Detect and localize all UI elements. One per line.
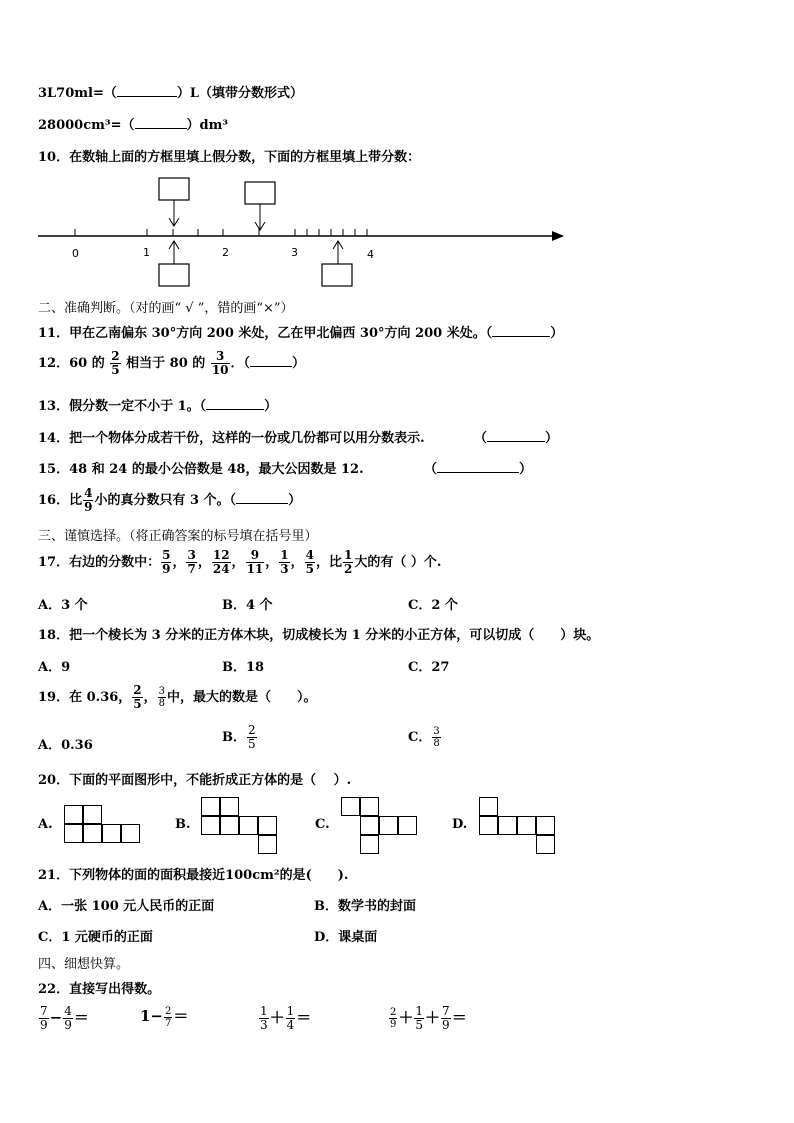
expression-4: $\frac{2}{9}$ ＋ $\frac{1}{5}$ ＋ $\frac{7}{9}$ ＝ xyxy=(390,1004,467,1032)
fraction: $\frac{2}{5}$ xyxy=(133,683,142,711)
fraction: $\frac{3}{8}$ xyxy=(433,726,440,749)
fraction: $\frac{9}{11}$ xyxy=(246,548,264,576)
option-c[interactable]: C．2 个 xyxy=(408,598,458,613)
option-c[interactable]: C. xyxy=(315,817,330,832)
question-11-text: 11．甲在乙南偏东 30°方向 200 米处，乙在甲北偏西 30°方向 200 米处。（ xyxy=(38,326,493,341)
question-12-middle: 相当于 80 的 xyxy=(126,356,206,371)
fraction: $\frac{7}{9}$ xyxy=(442,1004,450,1032)
answer-box-top-1[interactable] xyxy=(159,178,189,200)
conversion-volume-text: 28000cm³=（ xyxy=(38,118,135,133)
fraction: $\frac{3}{10}$ xyxy=(211,349,229,377)
question-12-prefix: 12．60 的 xyxy=(38,356,105,371)
tick-label-1: 1 xyxy=(143,246,150,259)
fraction: $\frac{1}{4}$ xyxy=(286,1004,295,1032)
question-15-text: 15．48 和 24 的最小公倍数是 48，最大公因数是 12. xyxy=(38,462,364,477)
number-line xyxy=(36,170,576,290)
number-line-ticks xyxy=(75,229,367,236)
fraction: $\frac{2}{7}$ xyxy=(165,1005,172,1029)
tick-label-3: 3 xyxy=(291,246,298,259)
expression-1: $\frac{7}{9}$ − $\frac{4}{9}$ ＝ xyxy=(40,1004,89,1032)
answer-blank[interactable] xyxy=(135,128,187,129)
option-a[interactable]: A．3 个 xyxy=(38,598,88,613)
answer-box-bottom-2[interactable] xyxy=(322,264,352,286)
fraction: $\frac{1}{5}$ xyxy=(415,1004,424,1032)
option-b[interactable]: B．18 xyxy=(222,660,265,675)
answer-blank[interactable] xyxy=(492,336,550,337)
question-19: 19．在 0.36， $\frac{2}{5}$ ， $\frac{3}{8}$ 中，最大的数是（ ）。 xyxy=(38,683,317,711)
answer-blank[interactable] xyxy=(437,472,519,473)
fraction: $\frac{3}{8}$ xyxy=(158,686,166,709)
question-13-close: ） xyxy=(264,399,278,414)
tick-label-4: 4 xyxy=(367,248,374,261)
option-b[interactable]: B. xyxy=(175,817,191,832)
question-14-answer: （ ） xyxy=(474,431,559,446)
option-c[interactable]: C．27 xyxy=(408,660,450,675)
question-22: 22．直接写出得数。 xyxy=(38,982,161,997)
option-b[interactable]: B． $\frac{2}{5}$ xyxy=(222,723,256,751)
question-15 xyxy=(38,458,364,477)
question-17: 17．右边的分数中： $\frac{5}{9}$ ， $\frac{3}{7}$ ， $\frac{12}{24}$ ， $\frac{9}{11}$ ， $\frac{1}{3}$ ， $\frac{4}{5}$ ，比 $\frac{1}{2}$ 大的有（ ）个. xyxy=(38,548,442,576)
question-11-close: ） xyxy=(550,326,564,341)
question-13-text: 13．假分数一定不小于 1。（ xyxy=(38,399,207,414)
option-a[interactable]: A．一张 100 元人民币的正面 xyxy=(38,899,215,914)
question-21: 21．下列物体的面的面积最接近100cm²的是( ). xyxy=(38,868,349,883)
conversion-liters-suffix: ）L（填带分数形式） xyxy=(176,86,304,101)
question-16: 16．比 $\frac{4}{9}$ 小的真分数只有 3 个。（ ） xyxy=(38,486,302,514)
fraction: $\frac{5}{9}$ xyxy=(162,548,171,576)
option-b[interactable]: B．4 个 xyxy=(222,598,273,613)
conversion-volume-suffix: ）dm³ xyxy=(186,118,229,133)
option-c[interactable]: C． $\frac{3}{8}$ xyxy=(408,726,440,749)
option-d[interactable]: D．课桌面 xyxy=(314,930,378,945)
fraction: $\frac{4}{5}$ xyxy=(305,548,315,576)
fraction: $\frac{2}{5}$ xyxy=(248,723,256,751)
question-10: 10．在数轴上面的方框里填上假分数，下面的方框里填上带分数： xyxy=(38,150,421,165)
question-11 xyxy=(38,322,563,341)
question-12-suffix: ．（ xyxy=(230,356,251,371)
option-d[interactable]: D. xyxy=(452,817,468,832)
option-a[interactable]: A．9 xyxy=(38,660,71,675)
section-2-heading: 二、准确判断。（对的画“ √ ”，错的画“×”） xyxy=(38,301,294,316)
answer-blank[interactable] xyxy=(117,96,177,97)
fraction: $\frac{7}{9}$ xyxy=(40,1004,48,1032)
fraction: $\frac{1}{3}$ xyxy=(280,548,289,576)
fraction: $\frac{2}{5}$ xyxy=(111,349,120,377)
option-a[interactable]: A. xyxy=(38,817,53,832)
answer-box-bottom-1[interactable] xyxy=(159,264,189,286)
answer-blank[interactable] xyxy=(236,503,288,504)
question-14 xyxy=(38,427,425,446)
section-4-heading: 四、细想快算。 xyxy=(38,957,130,972)
answer-blank[interactable] xyxy=(487,441,545,442)
question-15-answer: （ ） xyxy=(424,462,533,477)
conversion-liters xyxy=(38,82,303,101)
answer-blank[interactable] xyxy=(206,409,264,410)
fraction: $\frac{3}{7}$ xyxy=(187,548,196,576)
section-3-heading: 三、谨慎选择。（将正确答案的标号填在括号里） xyxy=(38,529,318,544)
fraction: $\frac{12}{24}$ xyxy=(212,548,230,576)
question-18: 18．把一个棱长为 3 分米的正方体木块，切成棱长为 1 分米的小正方体，可以切成（ ）块。 xyxy=(38,628,600,643)
question-12 xyxy=(38,350,305,377)
answer-box-top-2[interactable] xyxy=(245,182,275,204)
tick-label-0: 0 xyxy=(72,247,79,260)
conversion-volume xyxy=(38,114,228,133)
option-c[interactable]: C．1 元硬币的正面 xyxy=(38,930,153,945)
answer-blank[interactable] xyxy=(250,366,292,367)
fraction: $\frac{1}{3}$ xyxy=(260,1004,268,1032)
expression-3: $\frac{1}{3}$ ＋ $\frac{1}{4}$ ＝ xyxy=(260,1004,312,1032)
option-a[interactable]: A．0.36 xyxy=(38,738,93,753)
question-20: 20．下面的平面图形中，不能折成正方体的是（ ）. xyxy=(38,773,352,788)
question-12-close: ） xyxy=(292,356,306,371)
fraction: $\frac{4}{9}$ xyxy=(84,486,93,514)
tick-label-2: 2 xyxy=(222,246,229,259)
expression-2: 1− $\frac{2}{7}$ ＝ xyxy=(140,1005,189,1029)
option-b[interactable]: B．数学书的封面 xyxy=(314,899,416,914)
fraction: $\frac{1}{2}$ xyxy=(344,548,353,576)
fraction: $\frac{4}{9}$ xyxy=(64,1004,72,1032)
number-line-arrow xyxy=(552,231,564,241)
conversion-liters-text: 3L70ml=（ xyxy=(38,86,117,101)
question-13 xyxy=(38,395,277,414)
fraction: $\frac{2}{9}$ xyxy=(390,1007,397,1030)
question-14-text: 14．把一个物体分成若干份，这样的一份或几份都可以用分数表示. xyxy=(38,431,425,446)
